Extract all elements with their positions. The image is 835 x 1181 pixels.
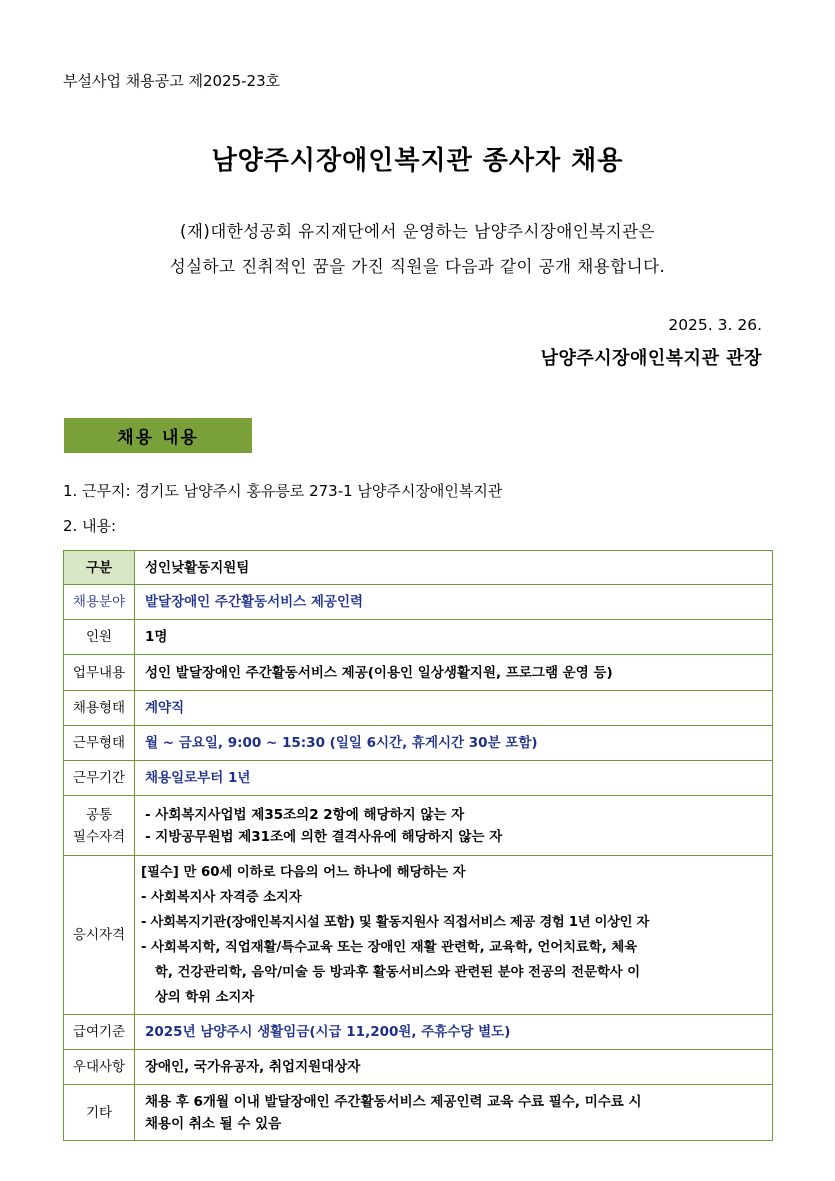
table-row (64, 796, 773, 856)
table-row (64, 1050, 773, 1085)
table-row (64, 655, 773, 691)
row-label-etc: 기타 (64, 1085, 135, 1141)
row-label-division: 구분 (64, 551, 135, 585)
qualification-line-5: 학, 건강관리학, 음악/미술 등 방과후 활동서비스와 관련된 분야 전공의 전문학사 이 (155, 965, 641, 980)
row-label-headcount: 인원 (64, 620, 135, 655)
qualification-line-2: - 사회복지사 자격증 소지자 (141, 890, 302, 905)
table-row (64, 551, 773, 585)
row-value-headcount: 1명 (135, 620, 773, 655)
row-value-common-req (135, 796, 773, 856)
row-label-field: 채용분야 (64, 585, 135, 620)
row-value-division: 성인낮활동지원팀 (135, 551, 773, 585)
workplace-item: 1. 근무지: 경기도 남양주시 홍유릉로 273-1 남양주시장애인복지관 (63, 482, 503, 500)
intro-line-2: 성실하고 진취적인 꿈을 가진 직원을 다음과 같이 공개 채용합니다. (169, 257, 666, 276)
row-value-duties: 성인 발달장애인 주간활동서비스 제공(이용인 일상생활지원, 프로그램 운영 등) (135, 655, 773, 691)
row-label-duties: 업무내용 (64, 655, 135, 691)
issuer: 남양주시장애인복지관 관장 (540, 348, 762, 369)
row-label-work-type: 근무형태 (64, 726, 135, 761)
common-req-line-2: - 지방공무원법 제31조에 의한 결격사유에 해당하지 않는 자 (145, 828, 503, 845)
row-value-employment-type: 계약직 (135, 691, 773, 726)
row-label-salary: 급여기준 (64, 1015, 135, 1050)
recruitment-table (63, 550, 773, 1141)
notice-date: 2025. 3. 26. (668, 316, 762, 334)
table-row (64, 585, 773, 620)
qualification-line-6: 상의 학위 소지자 (155, 990, 255, 1005)
notice-number: 부설사업 채용공고 제2025-23호 (63, 72, 281, 90)
table-row (64, 1085, 773, 1141)
row-value-work-type: 월 ~ 금요일, 9:00 ~ 15:30 (일일 6시간, 휴게시간 30분 포함) (135, 726, 773, 761)
row-label-common-req-1: 공통 (85, 806, 113, 823)
table-row (64, 620, 773, 655)
qualification-line-1: [필수] 만 60세 이하로 다음의 어느 하나에 해당하는 자 (141, 865, 466, 880)
row-value-preference: 장애인, 국가유공자, 취업지원대상자 (135, 1050, 773, 1085)
table-row (64, 761, 773, 796)
row-label-common-req-2: 필수자격 (72, 828, 126, 845)
row-label-common-req (64, 796, 135, 856)
table-row (64, 856, 773, 1015)
content-item: 2. 내용: (63, 517, 117, 535)
row-label-qualification: 응시자격 (64, 856, 135, 1015)
section-label: 채용 내용 (64, 418, 252, 453)
row-value-etc (135, 1085, 773, 1141)
intro-line-1: (재)대한성공회 유지재단에서 운영하는 남양주시장애인복지관은 (180, 222, 655, 241)
table-row (64, 1015, 773, 1050)
row-label-preference: 우대사항 (64, 1050, 135, 1085)
page-title: 남양주시장애인복지관 종사자 채용 (211, 146, 624, 176)
table-row (64, 691, 773, 726)
row-value-work-period: 채용일로부터 1년 (135, 761, 773, 796)
common-req-line-1: - 사회복지사업법 제35조의2 2항에 해당하지 않는 자 (145, 806, 465, 823)
table-row (64, 726, 773, 761)
row-value-salary: 2025년 남양주시 생활임금(시급 11,200원, 주휴수당 별도) (135, 1015, 773, 1050)
row-value-qualification (135, 856, 773, 1015)
etc-line-1: 채용 후 6개월 이내 발달장애인 주간활동서비스 제공인력 교육 수료 필수, 미수료 시 (145, 1093, 642, 1110)
etc-line-2: 채용이 취소 될 수 있음 (145, 1115, 282, 1132)
qualification-line-3: - 사회복지기관(장애인복지시설 포함) 및 활동지원사 직접서비스 제공 경험 1년 이상인 자 (141, 915, 650, 930)
row-value-field: 발달장애인 주간활동서비스 제공인력 (135, 585, 773, 620)
qualification-line-4: - 사회복지학, 직업재활/특수교육 또는 장애인 재활 관련학, 교육학, 언어치료학, 체육 (141, 940, 638, 955)
row-label-work-period: 근무기간 (64, 761, 135, 796)
row-label-employment-type: 채용형태 (64, 691, 135, 726)
